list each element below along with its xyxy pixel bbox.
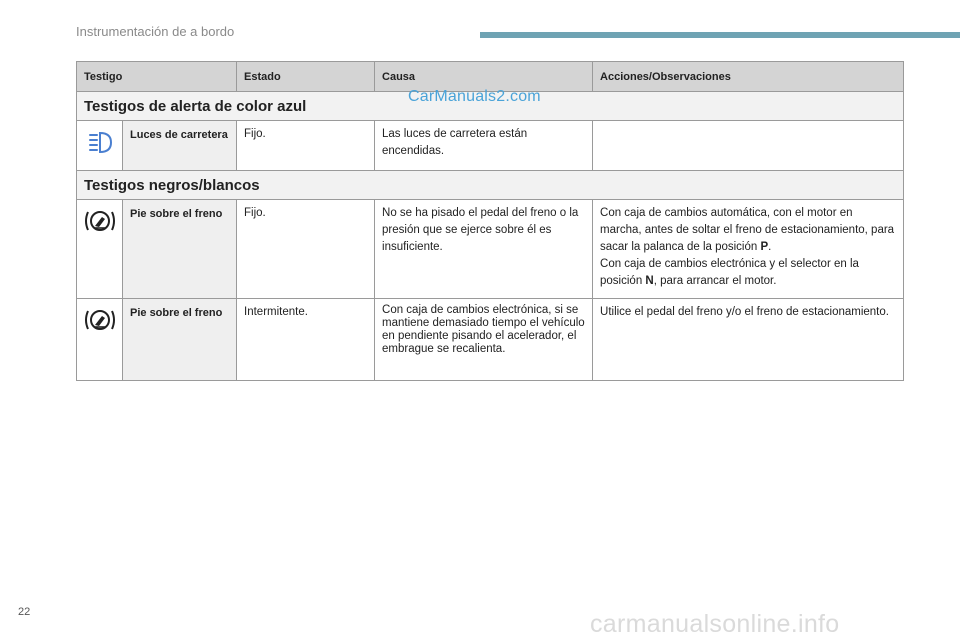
- warning-cause: Las luces de carretera están encendidas.: [375, 121, 593, 171]
- column-header-causa: Causa: [375, 62, 593, 92]
- icon-cell: [77, 299, 123, 381]
- warning-cause: No se ha pisado el pedal del freno o la presión que se ejerce sobre él es insuficiente.: [375, 200, 593, 299]
- warning-action: [593, 121, 904, 171]
- action-line: Con caja de cambios automática, con el motor en marcha, antes de soltar el freno de estacionamiento, para sacar la palanca de la posición P.: [600, 207, 895, 253]
- table-header-row: [77, 62, 904, 92]
- section-row: [77, 171, 904, 200]
- icon-cell: [77, 121, 123, 171]
- footer-watermark: carmanualsonline.info: [590, 610, 840, 638]
- column-header-testigo: Testigo: [77, 62, 237, 92]
- warning-name: Pie sobre el freno: [123, 200, 237, 299]
- warning-state: Fijo.: [237, 121, 375, 171]
- column-header-acciones: Acciones/Observaciones: [593, 62, 904, 92]
- table-row: [77, 200, 904, 299]
- watermark-link[interactable]: CarManuals2.com: [408, 88, 541, 105]
- warning-cause: Con caja de cambios electrónica, si se mantiene demasiado tiempo el vehículo en pendiente pisando el acelerador, el embrague se recalienta.: [375, 299, 593, 381]
- warning-state: Intermitente.: [237, 299, 375, 381]
- foot-on-brake-icon: [83, 208, 117, 234]
- high-beam-icon: [83, 129, 117, 155]
- section-title-black-white: Testigos negros/blancos: [77, 171, 904, 200]
- table-row: [77, 299, 904, 381]
- page-number: 22: [18, 606, 31, 618]
- page-header-title: Instrumentación de a bordo: [76, 24, 235, 39]
- warning-lights-table: [76, 61, 904, 381]
- table-row: [77, 121, 904, 171]
- warning-name: Luces de carretera: [123, 121, 237, 171]
- action-line: Con caja de cambios electrónica y el selector en la posición N, para arrancar el motor.: [600, 258, 859, 287]
- header-accent-bar: [480, 32, 960, 38]
- column-header-estado: Estado: [237, 62, 375, 92]
- icon-cell: [77, 200, 123, 299]
- section-title-blue: Testigos de alerta de color azul: [77, 92, 904, 121]
- warning-action: [593, 200, 904, 299]
- foot-on-brake-icon: [83, 307, 117, 333]
- warning-name: Pie sobre el freno: [123, 299, 237, 381]
- warning-state: Fijo.: [237, 200, 375, 299]
- warning-action: Utilice el pedal del freno y/o el freno de estacionamiento.: [593, 299, 904, 381]
